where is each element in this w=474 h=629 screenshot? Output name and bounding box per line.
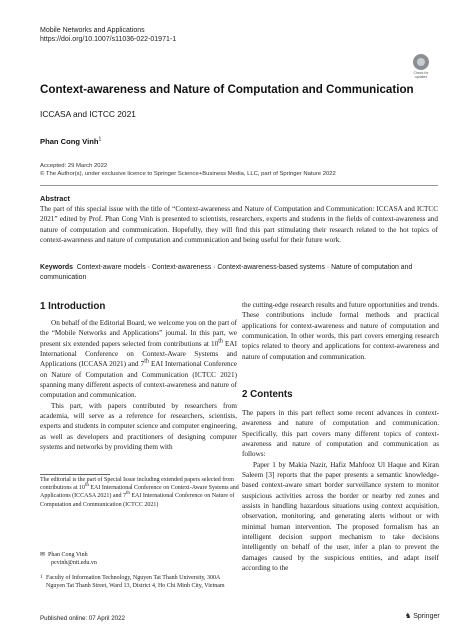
- footnote-divider: [40, 474, 110, 475]
- contents-paragraph-1: The papers in this part reflect some recent advances in context-awareness and nature of computation and communication. Specifically, this part covers many different topics of context-awareness and nature of computation and communication as follows:: [242, 409, 439, 459]
- article-subtitle: ICCASA and ICTCC 2021: [40, 109, 136, 119]
- corr-name: Phan Cong Vinh: [48, 552, 88, 558]
- check-for-updates-badge[interactable]: [410, 54, 432, 79]
- publisher-logo: [405, 612, 440, 620]
- footnote: The editorial is the part of Special Issue including extended papers selected from contributions at 10th EAI International Conference on Context-Aware Systems and Applications (ICCASA 2021) and 7th EAI International Conference on Nature of Computation and Communication (ICTCC 2021): [40, 477, 239, 508]
- journal-doi[interactable]: https://doi.org/10.1007/s11036-022-01971-1: [40, 36, 177, 43]
- published-date: Published online: 07 April 2022: [40, 615, 125, 622]
- keywords: [40, 263, 438, 283]
- copyright-notice: © The Author(s), under exclusive licence to Springer Science+Business Media, LLC, part of Springer Nature 2022: [40, 171, 336, 177]
- article-title: Context-awareness and Nature of Computation and Communication: [40, 83, 414, 96]
- journal-name: Mobile Networks and Applications: [40, 27, 145, 34]
- affiliation: [40, 574, 240, 590]
- corr-email[interactable]: pcvinh@ntt.edu.vn: [51, 560, 97, 566]
- author-line: [40, 137, 101, 146]
- springer-horse-icon: ♞: [405, 613, 412, 620]
- contents-body: [242, 408, 439, 574]
- author-name: Phan Cong Vinh: [40, 137, 99, 146]
- keywords-label: Keywords: [40, 264, 73, 271]
- abstract-heading: Abstract: [40, 194, 70, 203]
- publisher-name: Springer: [413, 613, 440, 620]
- check-updates-icon: [413, 54, 429, 70]
- intro-paragraph-1: On behalf of the Editorial Board, we welcome you on the part of the “Mobile Networks and Applications” journal. In this part, we present six extended papers selected from contributions at 10th EAI International Conference on Context-Aware Systems and Applications (ICCASA 2021) and 7th EAI International Conference on Nature of Computation and Communication (ICTCC 2021) spanning many different aspects of context-awareness and nature of computation and communication.: [40, 319, 237, 400]
- intro-body: [40, 318, 237, 452]
- intro-heading: 1 Introduction: [40, 301, 106, 312]
- contents-paragraph-2: Paper 1 by Makia Nazir, Hafiz Mahfooz Ul Haque and Kiran Saleem [3] reports that the paper presents a semantic knowledge-based context-aware smart border surveillance system to monitor suspicious activities across the border or nearby red zones and assists in handling hazardous situations using context acquisition, observation, monitoring, and generating alerts without or with minimal human intervention. The proposed formalism has an intelligent decision support mechanism to take decisions intelligently on behalf of the user, infer a plan to prevent the damages caused by the suspicious entities, and adapt itself according to the: [242, 460, 439, 573]
- abstract-text: The part of this special issue with the title of “Context-awareness and Nature of Computation and Communication: ICCASA and ICTCC 2021” edited by Prof. Phan Cong Vinh is presented to scientists, researchers, experts and students in the fields of context-awareness and nature of computation and communication. Hopefully, they will find this part stimulating their research related to the hot topics of context-awareness and nature of computation and communication and being useful for their future work.: [40, 205, 438, 245]
- affil-text: Faculty of Information Technology, Nguyen Tat Thanh University, 300A Nguyen Tat Thanh Street, Ward 13, District 4, Ho Chi Minh City, Vietnam: [46, 575, 225, 589]
- envelope-icon: ✉: [40, 552, 46, 558]
- affil-sup: 1: [40, 575, 43, 580]
- intro-paragraph-2: This part, with papers contributed by researchers from academia, will serve as a reference for researchers, scientists, experts and students in computer science and computer engineering, as well as developers and practitioners of designing computer systems and networks by providing them with: [40, 401, 237, 452]
- contents-heading: 2 Contents: [242, 389, 293, 400]
- keywords-text: Context-aware models · Context-awareness · Context-awareness-based systems · Nature of computation and communication: [40, 264, 413, 281]
- divider: [40, 185, 438, 186]
- correspondence: [40, 551, 97, 567]
- accepted-date: Accepted: 29 March 2022: [40, 163, 108, 169]
- author-affil-sup: 1: [98, 136, 102, 143]
- right-col-para-1: the cutting-edge research results and future opportunities and trends. These contributions include formal methods and practical applications for context-awareness and nature of computation and communication. In other words, this part covers emerging research topics related to theory and applications for context-awareness and nature of computation and communication.: [242, 301, 439, 361]
- article-dates: [40, 162, 336, 178]
- journal-header: [40, 26, 176, 44]
- check-updates-label: Check for updates: [413, 71, 429, 79]
